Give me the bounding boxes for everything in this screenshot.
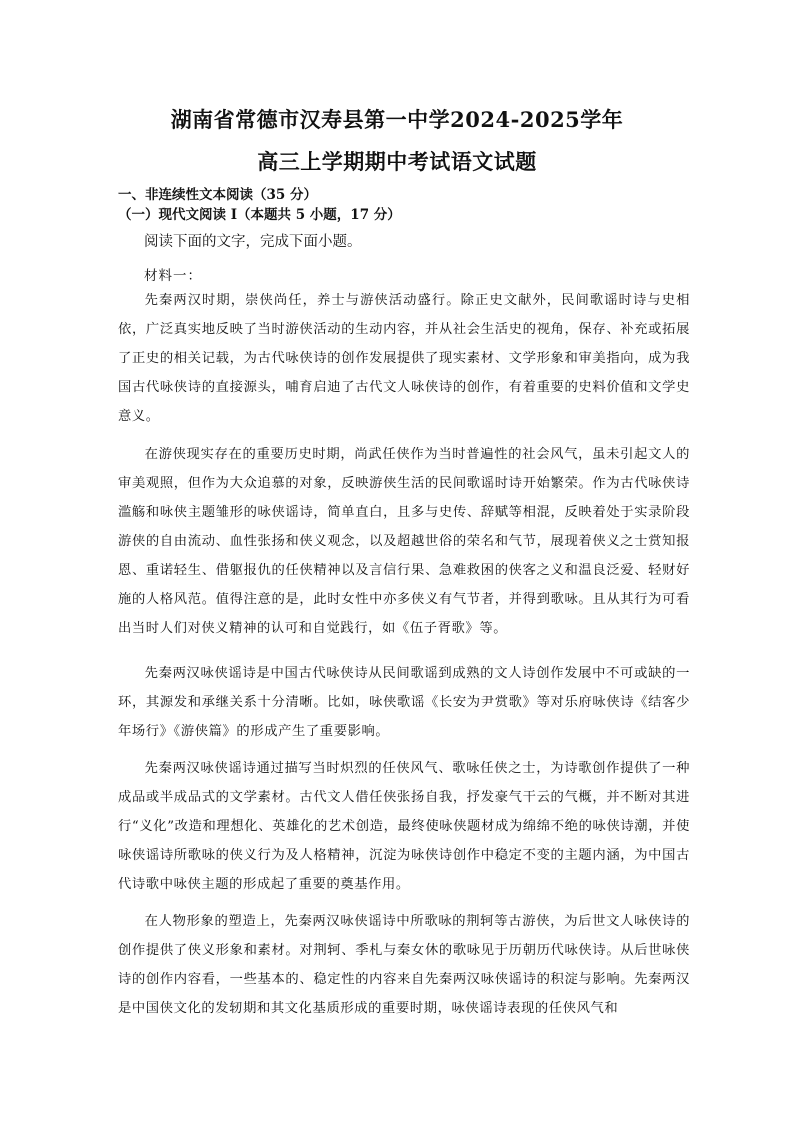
paragraph-3-block (118, 659, 690, 746)
subsection-heading: （一）现代文阅读 I（本题共 5 小题，17 分） (118, 207, 401, 223)
paragraph-1-block (118, 286, 690, 431)
paragraph-2-block (118, 440, 690, 643)
section-heading: 一、非连续性文本阅读（35 分） (118, 187, 317, 203)
paragraph: 在人物形象的塑造上，先秦两汉咏侠谣诗中所歌咏的荆轲等古游侠，为后世文人咏侠诗的创作提供了侠义形象和素材。对荆轲、季札与秦女休的歌咏见于历朝历代咏侠诗。从后世咏侠诗的创作内容看，一些基本的、稳定性的内容来自先秦两汉咏侠谣诗的积淀与影响。先秦两汉是中国侠文化的发轫期和其文化基质形成的重要时期，咏侠谣诗表现的任侠风气和 (118, 914, 690, 1016)
paragraph: 在游侠现实存在的重要历史时期，尚武任侠作为当时普遍性的社会风气，虽未引起文人的审美观照，但作为大众追慕的对象，反映游侠生活的民间歌谣时诗开始繁荣。作为古代咏侠诗滥觞和咏侠主题雏形的咏侠谣诗，简单直白，且多与史传、辞赋等相混，反映着处于实录阶段游侠的自由流动、血性张扬和侠义观念，以及超越世俗的荣名和气节，展现着侠义之士赏知报恩、重诺轻生、借躯报仇的任侠精神以及言信行果、急难救困的侠客之义和温良泛爱、轻财好施的人格风范。值得注意的是，此时女性中亦多侠义有气节者，并得到歌咏。且从其行为可看出当时人们对侠义精神的认可和自觉践行，如《伍子胥歌》等。 (118, 447, 690, 636)
material-label: 材料一： (144, 268, 202, 284)
document-title-line1: 湖南省常德市汉寿县第一中学2024-2025学年 (170, 107, 624, 132)
paragraph-4-block (118, 754, 690, 899)
paragraph: 先秦两汉时期，崇侠尚任，养士与游侠活动盛行。除正史文献外，民间歌谣时诗与史相依，广泛真实地反映了当时游侠活动的生动内容，并从社会生活史的视角，保存、补充或拓展了正史的相关记载，为古代咏侠诗的创作发展提供了现实素材、文学形象和审美指向，成为我国古代咏侠诗的直接源头，哺育启迪了古代文人咏侠诗的创作，有着重要的史料价值和文学史意义。 (118, 293, 690, 424)
instruction-text: 阅读下面的文字，完成下面小题。 (144, 234, 362, 250)
document-title-line2: 高三上学期期中考试语文试题 (257, 149, 537, 174)
paragraph-5-block (118, 907, 690, 1023)
paragraph: 先秦两汉咏侠谣诗通过描写当时炽烈的任侠风气、歌咏任侠之士，为诗歌创作提供了一种成品或半成品式的文学素材。古代文人借任侠张扬自我，抒发豪气干云的气概，并不断对其进行“义化”改造和理想化、英雄化的艺术创造，最终使咏侠题材成为绵绵不绝的咏侠诗潮，并使咏侠谣诗所歌咏的侠义行为及人格精神，沉淀为咏侠诗创作中稳定不变的主题内涵，为中国古代诗歌中咏侠主题的形成起了重要的奠基作用。 (118, 761, 690, 892)
paragraph: 先秦两汉咏侠谣诗是中国古代咏侠诗从民间歌谣到成熟的文人诗创作发展中不可或缺的一环，其源发和承继关系十分清晰。比如，咏侠歌谣《长安为尹赏歌》等对乐府咏侠诗《结客少年场行》《游侠篇》的形成产生了重要影响。 (118, 666, 690, 739)
